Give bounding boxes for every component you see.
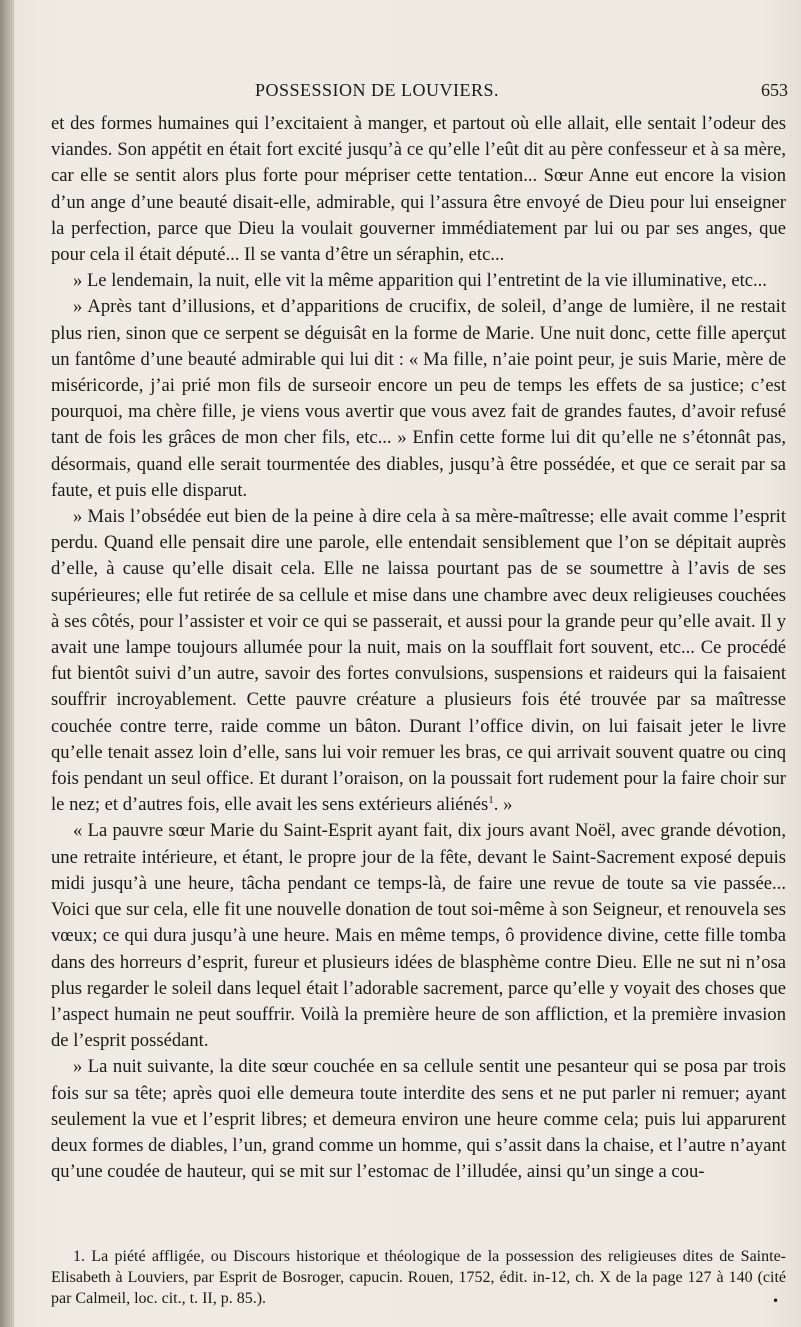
paragraph-3: » Après tant d’illusions, et d’apparitions de crucifix, de soleil, d’ange de lumière, il ne restait plus rien, sinon que ce serpent se déguisât en la forme de Marie. Une nuit donc, cette fille aperçut un fantôme d’une beauté admirable qui lui dit : « Ma fille, n’aie point peur, je suis Marie, mère de miséricorde, j’ai prié mon fils de surseoir encore un peu de temps les effets de sa justice; c’est pourquoi, ma chère fille, je viens vous avertir que vous avez fait de grandes fautes, d’avoir refusé tant de fois les grâces de mon cher fils, etc... » Enfin cette forme lui dit qu’elle ne s’étonnât pas, désormais, quand elle serait tourmentée des diables, jusqu’à être possédée, et que ce serait par sa faute, et puis elle disparut. (51, 296, 786, 501)
paragraph-2: » Le lendemain, la nuit, elle vit la même apparition qui l’entretint de la vie illuminative, etc... (73, 270, 767, 292)
footnote-reference: 1 (488, 794, 494, 807)
footnote-1: 1. La piété affligée, ou Discours historique et théologique de la possession des religieuses dites de Sainte-Elisabeth à Louviers, par Esprit de Bosroger, capucin. Rouen, 1752, édit. in-12, ch. X de la page 127 à 140 (cité par Calmeil, loc. cit., t. II, p. 85.). (51, 1248, 786, 1307)
body-text (51, 111, 786, 1185)
paragraph-5: « La pauvre sœur Marie du Saint-Esprit ayant fait, dix jours avant Noël, avec grande dévotion, une retraite intérieure, et étant, le propre jour de la fête, devant le Saint-Sacrement exposé depuis midi jusqu’à une heure, tâcha pendant ce temps-là, de faire une revue de toute sa vie passée... Voici que sur cela, elle fit une nouvelle donation de tout soi-même à son Seigneur, et renouvela ses vœux; ce qui dura jusqu’à une heure. Mais en même temps, ô providence divine, cette fille tomba dans des horreurs d’esprit, fureur et plusieurs idées de blasphème contre Dieu. Elle ne sut ni n’osa plus regarder le soleil dans lequel était l’adorable sacrement, parce qu’elle y voyait des choses que l’aspect humain ne peut souffrir. Voilà la première heure de son affliction, et la première invasion de l’esprit possédant. (51, 820, 786, 1052)
paragraph-1: et des formes humaines qui l’excitaient à manger, et partout où elle allait, elle sentait l’odeur des viandes. Son appétit en était fort excité jusqu’à ce qu’elle l’eût dit au père confesseur et à sa mère, car elle se sentit alors plus forte pour mépriser cette tentation... Sœur Anne eut encore la vision d’un ange d’une beauté disait-elle, admirable, qui l’assura être envoyé de Dieu pour lui enseigner la perfection, parce que Dieu la voulait gouverner immédiatement par lui ou par ses anges, que pour cela il était député... Il se vanta d’être un séraphin, etc... (51, 113, 786, 266)
paragraph-4 (51, 504, 786, 818)
page-number: 653 (761, 80, 788, 100)
paragraph-4-text: » Mais l’obsédée eut bien de la peine à dire cela à sa mère-maîtresse; elle avait comme l’esprit perdu. Quand elle pensait dire une parole, elle entendait sensiblement que l’on se dépitait auprès d’elle, à cause qu’elle disait cela. Elle ne laissa pourtant pas de se soumettre à l’avis de ses supérieures; elle fut retirée de sa cellule et mise dans une chambre avec deux religieuses couchées à ses côtés, pour l’assister et voir ce qui se passerait, et aussi pour la grande peur qu’elle avait. Il y avait une lampe toujours allumée pour la nuit, mais on la soufflait fort souvent, etc... Ce procédé fut bientôt suivi d’un autre, savoir des fortes convulsions, suspensions et raideurs qui la faisaient souffrir incroyablement. Cette pauvre créature a plusieurs fois été trouvée par sa maîtresse couchée contre terre, raide comme un bâton. Durant l’office divin, on lui faisait jeter le livre qu’elle tenait assez loin d’elle, sans lui voir remuer les bras, ce qui arrivait souvent quatre ou cinq fois pendant un seul office. Et durant l’oraison, on la poussait fort rudement pour la faire choir sur le nez; et d’autres fois, elle avait les sens extérieurs aliénés (51, 506, 786, 816)
page-header (40, 80, 800, 106)
paragraph-6: » La nuit suivante, la dite sœur couchée en sa cellule sentit une pesanteur qui se posa par trois fois sur sa tête; après quoi elle demeura toute interdite des sens et ne put parler ni remuer; ayant seulement la vue et l’esprit libres; et demeura environ une heure comme cela; puis lui apparurent deux formes de diables, l’un, grand comme un homme, qui s’assit dans la chaise, et l’autre n’ayant qu’une coudée de hauteur, qui se mit sur l’estomac de l’illudée, ainsi qu’un singe a cou- (51, 1056, 786, 1183)
stray-mark: • (772, 1294, 780, 1308)
footnotes (51, 1246, 786, 1309)
page-binding-shadow (0, 0, 14, 1327)
paragraph-4-tail: . » (493, 794, 513, 816)
running-head: POSSESSION DE LOUVIERS. (255, 80, 500, 100)
